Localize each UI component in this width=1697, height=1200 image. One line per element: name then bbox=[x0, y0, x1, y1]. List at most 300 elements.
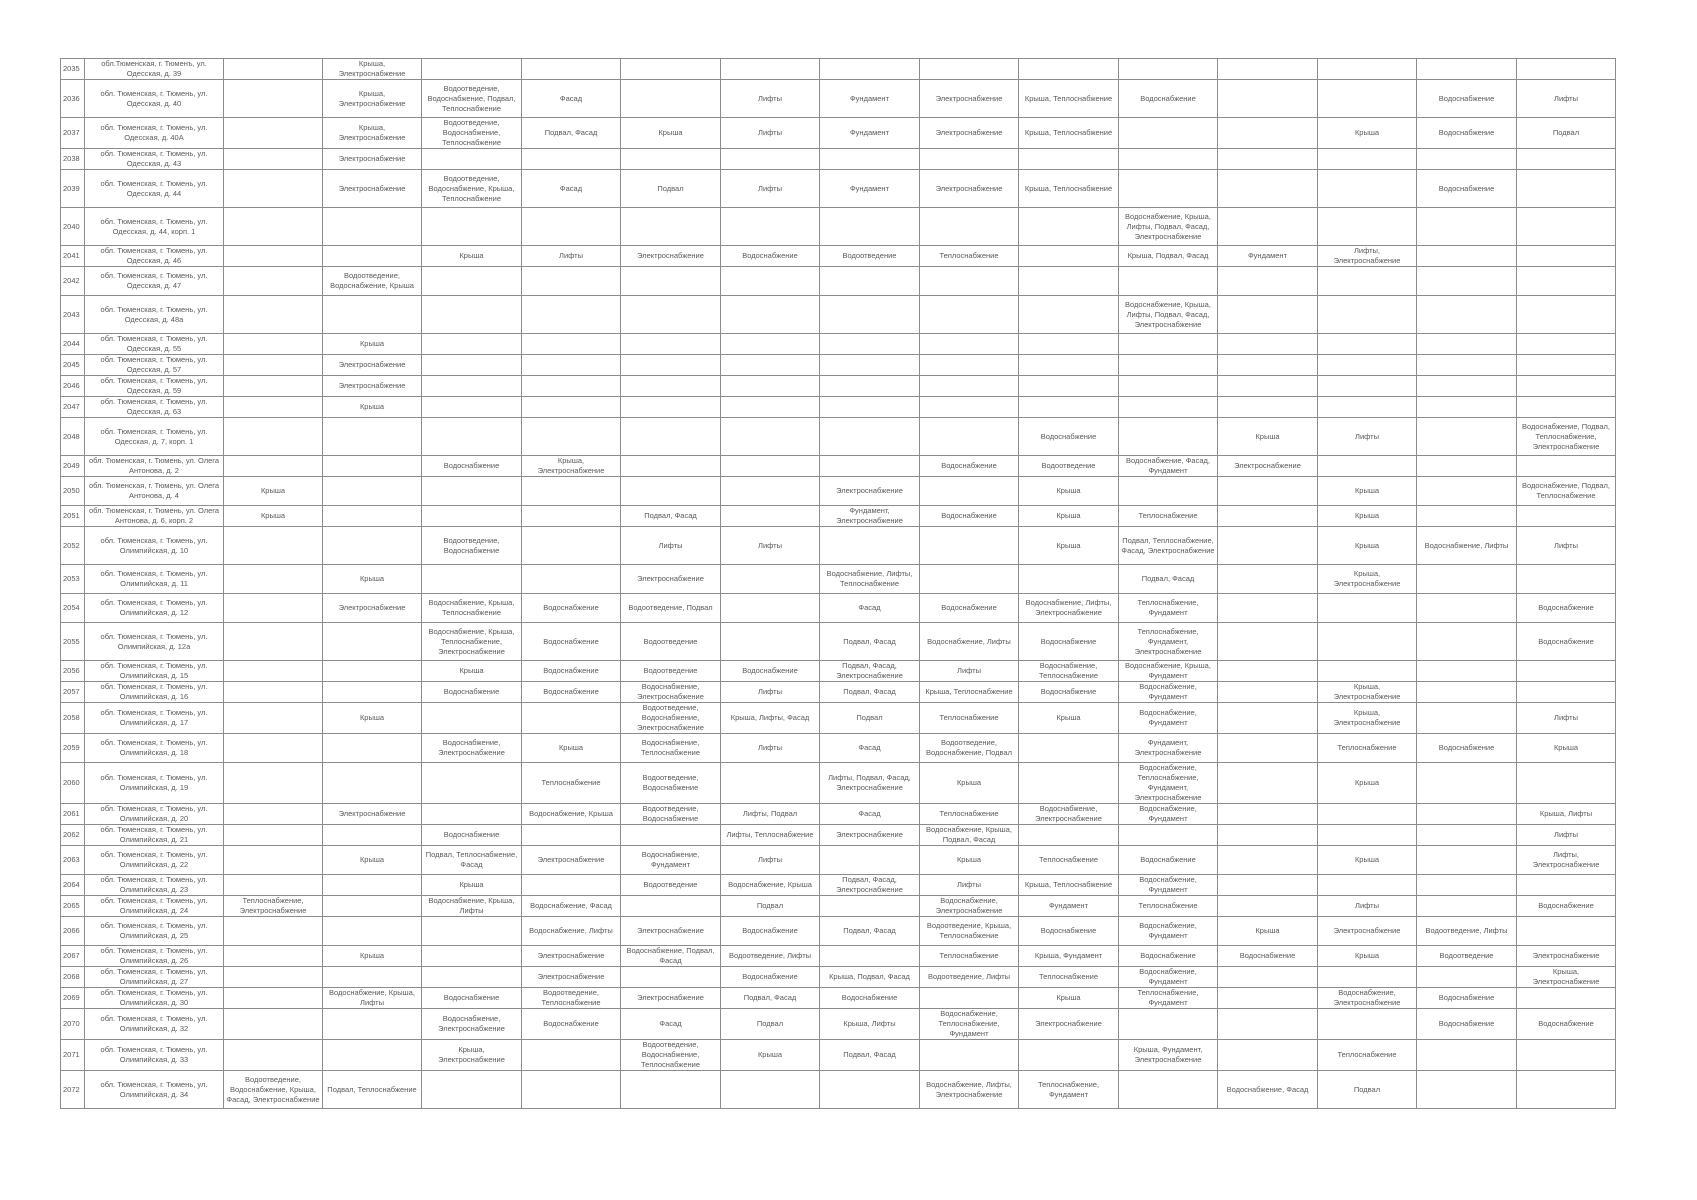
work-cell: Фундамент, Электроснабжение bbox=[820, 506, 920, 527]
work-cell bbox=[1218, 896, 1318, 917]
work-cell: Водоотведение, Водоснабжение, Крыша, Фасад, Электроснабжение bbox=[224, 1071, 323, 1109]
work-cell bbox=[422, 376, 522, 397]
address-cell: обл. Тюменская, г. Тюмень, ул. Одесская, д. 44 bbox=[85, 170, 224, 208]
work-cell: Водоснабжение bbox=[1417, 1009, 1517, 1040]
work-cell bbox=[1417, 661, 1517, 682]
work-cell bbox=[621, 208, 721, 246]
work-cell bbox=[422, 946, 522, 967]
work-cell: Водоотведение bbox=[1019, 456, 1119, 477]
table-row bbox=[61, 825, 1616, 846]
work-cell: Крыша, Электроснабжение bbox=[522, 456, 621, 477]
row-number: 2040 bbox=[61, 208, 85, 246]
work-cell: Крыша, Электроснабжение bbox=[1318, 703, 1417, 734]
work-cell: Подвал, Теплоснабжение, Фасад bbox=[422, 846, 522, 875]
work-cell bbox=[224, 246, 323, 267]
work-cell bbox=[224, 527, 323, 565]
work-cell: Водоснабжение, Теплоснабжение, Фундамент bbox=[920, 1009, 1019, 1040]
work-cell: Водоотведение, Водоснабжение, Электроснабжение bbox=[621, 703, 721, 734]
work-cell: Фасад bbox=[820, 734, 920, 763]
work-cell bbox=[1019, 1040, 1119, 1071]
address-cell: обл. Тюменская, г. Тюмень, ул. Олимпийская, д. 21 bbox=[85, 825, 224, 846]
table-row bbox=[61, 804, 1616, 825]
work-cell: Крыша, Электроснабжение bbox=[323, 59, 422, 80]
work-cell: Подвал, Фасад bbox=[621, 506, 721, 527]
work-cell bbox=[721, 296, 820, 334]
work-cell: Водоснабжение bbox=[522, 1009, 621, 1040]
work-cell: Теплоснабжение bbox=[1119, 896, 1218, 917]
row-number: 2036 bbox=[61, 80, 85, 118]
work-cell: Крыша, Теплоснабжение bbox=[920, 682, 1019, 703]
work-cell bbox=[1318, 661, 1417, 682]
table-row bbox=[61, 917, 1616, 946]
work-cell bbox=[1318, 967, 1417, 988]
work-cell bbox=[1517, 682, 1616, 703]
table-row bbox=[61, 506, 1616, 527]
work-cell: Водоснабжение bbox=[522, 661, 621, 682]
work-cell: Водоотведение bbox=[1417, 946, 1517, 967]
work-cell bbox=[1417, 267, 1517, 296]
work-cell bbox=[1218, 149, 1318, 170]
work-cell bbox=[1318, 623, 1417, 661]
work-cell: Водоснабжение, Лифты bbox=[522, 917, 621, 946]
work-cell: Электроснабжение bbox=[920, 118, 1019, 149]
work-cell bbox=[820, 267, 920, 296]
row-number: 2056 bbox=[61, 661, 85, 682]
work-cell bbox=[224, 946, 323, 967]
work-cell bbox=[1517, 334, 1616, 355]
work-cell bbox=[1517, 456, 1616, 477]
work-cell: Водоснабжение, Электроснабжение bbox=[422, 734, 522, 763]
work-cell: Фундамент bbox=[820, 170, 920, 208]
work-cell bbox=[1218, 594, 1318, 623]
work-cell: Подвал, Теплоснабжение, Фасад, Электроснабжение bbox=[1119, 527, 1218, 565]
work-cell: Водоснабжение bbox=[1417, 170, 1517, 208]
work-cell: Водоснабжение, Крыша bbox=[721, 875, 820, 896]
repair-schedule-table bbox=[60, 58, 1616, 1109]
address-cell: обл. Тюменская, г. Тюмень, ул. Одесская, д. 48а bbox=[85, 296, 224, 334]
work-cell bbox=[1218, 334, 1318, 355]
work-cell: Водоснабжение bbox=[721, 661, 820, 682]
work-cell: Лифты, Электроснабжение bbox=[1517, 846, 1616, 875]
work-cell: Лифты bbox=[1517, 527, 1616, 565]
work-cell bbox=[224, 208, 323, 246]
work-cell: Водоснабжение bbox=[522, 594, 621, 623]
address-cell: обл. Тюменская, г. Тюмень, ул. Олимпийская, д. 16 bbox=[85, 682, 224, 703]
work-cell: Водоснабжение, Подвал, Теплоснабжение, Электроснабжение bbox=[1517, 418, 1616, 456]
work-cell bbox=[621, 967, 721, 988]
work-cell bbox=[522, 506, 621, 527]
work-cell bbox=[1218, 267, 1318, 296]
work-cell: Фундамент bbox=[820, 118, 920, 149]
work-cell bbox=[323, 1009, 422, 1040]
work-cell: Водоснабжение, Крыша, Лифты, Подвал, Фасад, Электроснабжение bbox=[1119, 296, 1218, 334]
work-cell: Водоснабжение bbox=[721, 967, 820, 988]
work-cell bbox=[422, 565, 522, 594]
row-number: 2067 bbox=[61, 946, 85, 967]
work-cell bbox=[1517, 397, 1616, 418]
work-cell: Водоснабжение bbox=[1019, 682, 1119, 703]
address-cell: обл. Тюменская, г. Тюмень, ул. Олимпийская, д. 11 bbox=[85, 565, 224, 594]
work-cell: Лифты bbox=[721, 170, 820, 208]
work-cell bbox=[522, 334, 621, 355]
row-number: 2068 bbox=[61, 967, 85, 988]
work-cell bbox=[1019, 376, 1119, 397]
table-row bbox=[61, 967, 1616, 988]
work-cell bbox=[1417, 703, 1517, 734]
work-cell bbox=[1218, 397, 1318, 418]
work-cell: Лифты bbox=[721, 527, 820, 565]
work-cell bbox=[224, 763, 323, 804]
work-cell: Лифты bbox=[721, 682, 820, 703]
work-cell bbox=[1318, 875, 1417, 896]
work-cell: Электроснабжение bbox=[1517, 946, 1616, 967]
work-cell: Водоснабжение bbox=[1417, 988, 1517, 1009]
work-cell: Крыша, Электроснабжение bbox=[1318, 565, 1417, 594]
work-cell bbox=[621, 1071, 721, 1109]
table-row bbox=[61, 59, 1616, 80]
work-cell bbox=[820, 418, 920, 456]
work-cell: Подвал, Фасад bbox=[1119, 565, 1218, 594]
work-cell bbox=[1019, 763, 1119, 804]
work-cell bbox=[1517, 661, 1616, 682]
work-cell: Водоснабжение, Фундамент bbox=[1119, 875, 1218, 896]
work-cell bbox=[1218, 170, 1318, 208]
work-cell: Теплоснабжение bbox=[920, 804, 1019, 825]
work-cell: Лифты bbox=[522, 246, 621, 267]
work-cell: Водоснабжение bbox=[1119, 946, 1218, 967]
work-cell: Водоснабжение, Лифты, Электроснабжение bbox=[920, 1071, 1019, 1109]
address-cell: обл. Тюменская, г. Тюмень, ул. Олимпийская, д. 17 bbox=[85, 703, 224, 734]
table-row bbox=[61, 1009, 1616, 1040]
row-number: 2065 bbox=[61, 896, 85, 917]
work-cell: Водоснабжение bbox=[1119, 80, 1218, 118]
work-cell bbox=[1318, 825, 1417, 846]
work-cell: Водоснабжение bbox=[1417, 734, 1517, 763]
work-cell bbox=[422, 804, 522, 825]
work-cell: Водоснабжение bbox=[820, 988, 920, 1009]
work-cell: Водоснабжение, Электроснабжение bbox=[1019, 804, 1119, 825]
work-cell bbox=[1019, 246, 1119, 267]
work-cell: Водоснабжение bbox=[920, 594, 1019, 623]
table-row bbox=[61, 1071, 1616, 1109]
work-cell bbox=[1517, 1040, 1616, 1071]
work-cell: Водоотведение, Лифты bbox=[920, 967, 1019, 988]
work-cell: Электроснабжение bbox=[621, 246, 721, 267]
work-cell bbox=[920, 565, 1019, 594]
table-row bbox=[61, 527, 1616, 565]
work-cell bbox=[1218, 703, 1318, 734]
work-cell bbox=[1019, 208, 1119, 246]
work-cell: Крыша bbox=[1318, 846, 1417, 875]
work-cell bbox=[820, 149, 920, 170]
work-cell: Лифты bbox=[721, 846, 820, 875]
work-cell bbox=[721, 59, 820, 80]
work-cell: Подвал, Фасад bbox=[820, 917, 920, 946]
work-cell: Крыша bbox=[721, 1040, 820, 1071]
work-cell: Водоотведение, Водоснабжение, Теплоснабжение bbox=[422, 118, 522, 149]
work-cell: Крыша bbox=[920, 763, 1019, 804]
work-cell bbox=[1318, 1009, 1417, 1040]
work-cell bbox=[224, 118, 323, 149]
table-row bbox=[61, 875, 1616, 896]
work-cell: Крыша bbox=[1318, 506, 1417, 527]
work-cell: Водоснабжение, Подвал, Теплоснабжение bbox=[1517, 477, 1616, 506]
work-cell: Подвал, Фасад bbox=[820, 1040, 920, 1071]
work-cell: Подвал, Фасад bbox=[522, 118, 621, 149]
work-cell bbox=[1517, 763, 1616, 804]
work-cell bbox=[721, 565, 820, 594]
table-row bbox=[61, 118, 1616, 149]
address-cell: обл. Тюменская, г. Тюмень, ул. Одесская, д. 40А bbox=[85, 118, 224, 149]
work-cell: Водоснабжение, Крыша, Лифты bbox=[323, 988, 422, 1009]
work-cell: Лифты bbox=[1318, 418, 1417, 456]
work-cell: Фасад bbox=[820, 804, 920, 825]
work-cell bbox=[522, 397, 621, 418]
work-cell bbox=[1318, 804, 1417, 825]
table-row bbox=[61, 376, 1616, 397]
work-cell: Водоотведение, Водоснабжение, Крыша bbox=[323, 267, 422, 296]
work-cell bbox=[522, 565, 621, 594]
work-cell: Крыша bbox=[422, 246, 522, 267]
work-cell bbox=[1218, 376, 1318, 397]
row-number: 2048 bbox=[61, 418, 85, 456]
work-cell: Крыша, Лифты bbox=[1517, 804, 1616, 825]
work-cell: Водоснабжение bbox=[1517, 623, 1616, 661]
work-cell bbox=[422, 967, 522, 988]
work-cell bbox=[1119, 376, 1218, 397]
row-number: 2058 bbox=[61, 703, 85, 734]
work-cell bbox=[224, 804, 323, 825]
work-cell bbox=[1417, 594, 1517, 623]
work-cell bbox=[1218, 527, 1318, 565]
work-cell bbox=[721, 397, 820, 418]
work-cell: Крыша, Электроснабжение bbox=[422, 1040, 522, 1071]
work-cell: Теплоснабжение, Фундамент bbox=[1119, 594, 1218, 623]
address-cell: обл. Тюменская, г. Тюмень, ул. Одесская, д. 7, корп. 1 bbox=[85, 418, 224, 456]
table-row bbox=[61, 267, 1616, 296]
work-cell bbox=[721, 623, 820, 661]
work-cell: Водоотведение, Водоснабжение, Крыша, Теплоснабжение bbox=[422, 170, 522, 208]
work-cell: Электроснабжение bbox=[920, 170, 1019, 208]
table-row bbox=[61, 734, 1616, 763]
work-cell bbox=[621, 418, 721, 456]
work-cell bbox=[1019, 355, 1119, 376]
work-cell: Электроснабжение bbox=[522, 967, 621, 988]
work-cell bbox=[1417, 149, 1517, 170]
row-number: 2044 bbox=[61, 334, 85, 355]
address-cell: обл. Тюменская, г. Тюмень, ул. Одесская, д. 55 bbox=[85, 334, 224, 355]
work-cell bbox=[522, 59, 621, 80]
work-cell: Крыша, Фундамент, Электроснабжение bbox=[1119, 1040, 1218, 1071]
work-cell bbox=[1318, 59, 1417, 80]
row-number: 2049 bbox=[61, 456, 85, 477]
work-cell: Крыша, Электроснабжение bbox=[1318, 682, 1417, 703]
work-cell: Крыша bbox=[1019, 527, 1119, 565]
work-cell bbox=[323, 734, 422, 763]
address-cell: обл.Тюменская, г. Тюменъ, ул. Одесская, д. 39 bbox=[85, 59, 224, 80]
work-cell bbox=[224, 456, 323, 477]
work-cell bbox=[920, 267, 1019, 296]
work-cell: Водоснабжение, Электроснабжение bbox=[621, 682, 721, 703]
work-cell: Подвал bbox=[1517, 118, 1616, 149]
address-cell: обл. Тюменская, г. Тюмень, ул. Олимпийская, д. 15 bbox=[85, 661, 224, 682]
table-row bbox=[61, 418, 1616, 456]
work-cell: Фундамент bbox=[820, 80, 920, 118]
work-cell bbox=[1218, 1009, 1318, 1040]
row-number: 2069 bbox=[61, 988, 85, 1009]
work-cell bbox=[1218, 734, 1318, 763]
work-cell bbox=[323, 896, 422, 917]
work-cell bbox=[1417, 208, 1517, 246]
work-cell: Теплоснабжение bbox=[1019, 967, 1119, 988]
work-cell bbox=[522, 703, 621, 734]
work-cell: Лифты, Подвал bbox=[721, 804, 820, 825]
work-cell: Крыша, Электроснабжение bbox=[323, 118, 422, 149]
work-cell bbox=[323, 875, 422, 896]
work-cell bbox=[721, 763, 820, 804]
row-number: 2054 bbox=[61, 594, 85, 623]
work-cell bbox=[1119, 267, 1218, 296]
work-cell bbox=[422, 208, 522, 246]
work-cell: Крыша bbox=[1318, 477, 1417, 506]
work-cell: Лифты bbox=[621, 527, 721, 565]
work-cell bbox=[1218, 825, 1318, 846]
work-cell bbox=[1218, 967, 1318, 988]
table-row bbox=[61, 80, 1616, 118]
work-cell bbox=[323, 208, 422, 246]
work-cell: Крыша bbox=[1318, 118, 1417, 149]
work-cell bbox=[323, 246, 422, 267]
work-cell bbox=[323, 825, 422, 846]
work-cell bbox=[1119, 334, 1218, 355]
row-number: 2060 bbox=[61, 763, 85, 804]
work-cell: Водоснабжение, Крыша, Фундамент bbox=[1119, 661, 1218, 682]
work-cell bbox=[224, 170, 323, 208]
work-cell: Водоснабжение bbox=[1119, 846, 1218, 875]
address-cell: обл. Тюменская, г. Тюмень, ул. Олимпийская, д. 32 bbox=[85, 1009, 224, 1040]
row-number: 2045 bbox=[61, 355, 85, 376]
work-cell bbox=[621, 80, 721, 118]
work-cell bbox=[1417, 397, 1517, 418]
work-cell: Водоотведение bbox=[820, 246, 920, 267]
work-cell: Водоотведение bbox=[621, 875, 721, 896]
work-cell bbox=[1417, 456, 1517, 477]
work-cell bbox=[1218, 804, 1318, 825]
work-cell bbox=[1417, 477, 1517, 506]
table-row bbox=[61, 208, 1616, 246]
row-number: 2047 bbox=[61, 397, 85, 418]
address-cell: обл. Тюменская, г. Тюмень, ул. Олимпийская, д. 18 bbox=[85, 734, 224, 763]
work-cell: Водоснабжение bbox=[1019, 418, 1119, 456]
work-cell: Крыша bbox=[224, 506, 323, 527]
work-cell: Водоснабжение bbox=[422, 988, 522, 1009]
table-row bbox=[61, 896, 1616, 917]
work-cell bbox=[224, 682, 323, 703]
table-row bbox=[61, 682, 1616, 703]
row-number: 2053 bbox=[61, 565, 85, 594]
work-cell bbox=[323, 527, 422, 565]
row-number: 2061 bbox=[61, 804, 85, 825]
work-cell bbox=[1218, 80, 1318, 118]
work-cell bbox=[522, 418, 621, 456]
work-cell bbox=[1417, 418, 1517, 456]
table-row bbox=[61, 946, 1616, 967]
work-cell bbox=[1318, 80, 1417, 118]
work-cell bbox=[224, 594, 323, 623]
work-cell: Водоснабжение, Теплоснабжение bbox=[621, 734, 721, 763]
work-cell bbox=[1218, 988, 1318, 1009]
work-cell bbox=[1517, 376, 1616, 397]
work-cell: Крыша bbox=[1218, 418, 1318, 456]
work-cell: Крыша, Электроснабжение bbox=[323, 80, 422, 118]
work-cell: Фундамент bbox=[1218, 246, 1318, 267]
work-cell bbox=[323, 763, 422, 804]
table-row bbox=[61, 334, 1616, 355]
work-cell bbox=[621, 376, 721, 397]
work-cell bbox=[422, 703, 522, 734]
work-cell: Водоотведение, Водоснабжение, Теплоснабжение bbox=[621, 1040, 721, 1071]
table-body bbox=[61, 59, 1616, 1109]
work-cell bbox=[224, 703, 323, 734]
work-cell: Водоотведение, Подвал bbox=[621, 594, 721, 623]
work-cell: Крыша, Теплоснабжение bbox=[1019, 875, 1119, 896]
work-cell bbox=[1119, 59, 1218, 80]
work-cell: Крыша bbox=[224, 477, 323, 506]
work-cell bbox=[820, 334, 920, 355]
work-cell: Подвал, Фасад bbox=[820, 682, 920, 703]
work-cell bbox=[1417, 565, 1517, 594]
work-cell bbox=[1019, 59, 1119, 80]
work-cell bbox=[621, 149, 721, 170]
work-cell bbox=[1019, 149, 1119, 170]
work-cell: Водоснабжение bbox=[721, 917, 820, 946]
work-cell bbox=[422, 334, 522, 355]
row-number: 2039 bbox=[61, 170, 85, 208]
work-cell: Водоснабжение bbox=[920, 456, 1019, 477]
table-row bbox=[61, 397, 1616, 418]
work-cell bbox=[621, 397, 721, 418]
address-cell: обл. Тюменская, г. Тюмень, ул. Одесская, д. 40 bbox=[85, 80, 224, 118]
work-cell: Электроснабжение bbox=[323, 355, 422, 376]
work-cell bbox=[1417, 846, 1517, 875]
work-cell: Водоснабжение, Фундамент bbox=[1119, 703, 1218, 734]
work-cell: Водоснабжение, Крыша, Лифты bbox=[422, 896, 522, 917]
address-cell: обл. Тюменская, г. Тюмень, ул. Олимпийская, д. 19 bbox=[85, 763, 224, 804]
work-cell bbox=[1517, 988, 1616, 1009]
work-cell: Водоснабжение bbox=[422, 682, 522, 703]
work-cell bbox=[1218, 846, 1318, 875]
work-cell: Электроснабжение bbox=[323, 149, 422, 170]
work-cell bbox=[721, 1071, 820, 1109]
work-cell bbox=[1019, 334, 1119, 355]
work-cell: Водоснабжение, Фундамент bbox=[621, 846, 721, 875]
work-cell: Подвал, Фасад bbox=[820, 623, 920, 661]
work-cell bbox=[1218, 118, 1318, 149]
address-cell: обл. Тюменская, г. Тюмень, ул. Одесская, д. 59 bbox=[85, 376, 224, 397]
row-number: 2052 bbox=[61, 527, 85, 565]
table-row bbox=[61, 477, 1616, 506]
work-cell bbox=[1517, 208, 1616, 246]
address-cell: обл. Тюменская, г. Тюмень, ул. Одесская, д. 44, корп. 1 bbox=[85, 208, 224, 246]
work-cell bbox=[1218, 477, 1318, 506]
work-cell bbox=[323, 623, 422, 661]
work-cell: Водоснабжение bbox=[1019, 623, 1119, 661]
work-cell bbox=[721, 267, 820, 296]
address-cell: обл. Тюменская, г. Тюмень, ул. Олега Антонова, д. 6, корп. 2 bbox=[85, 506, 224, 527]
work-cell bbox=[1318, 296, 1417, 334]
work-cell: Крыша, Подвал, Фасад bbox=[820, 967, 920, 988]
work-cell bbox=[224, 418, 323, 456]
